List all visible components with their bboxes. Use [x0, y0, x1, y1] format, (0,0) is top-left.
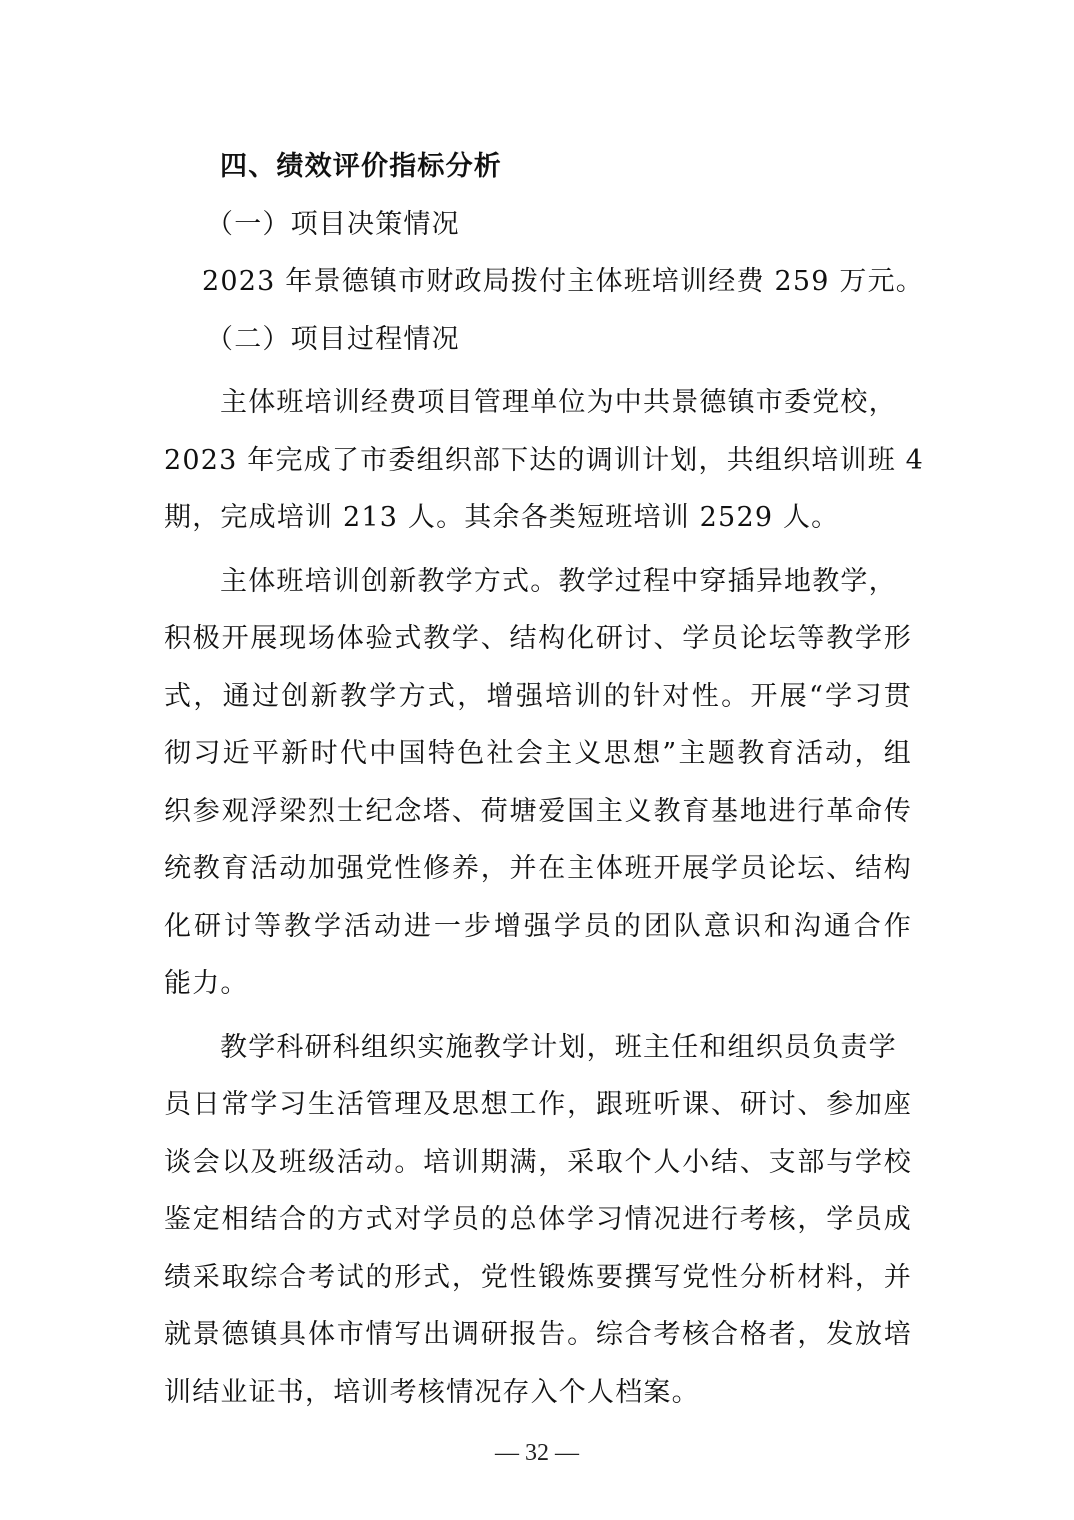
text-line: 鉴定相结合的方式对学员的总体学习情况进行考核，学员成	[164, 1204, 912, 1235]
text-line: 教学科研科组织实施教学计划，班主任和组织员负责学	[220, 1031, 897, 1063]
section-heading: 四、绩效评价指标分析	[220, 151, 502, 182]
text-line: 能力。	[164, 968, 249, 999]
text-line: 就景德镇具体市情写出调研报告。综合考核合格者，发放培	[164, 1319, 912, 1350]
paragraph-teaching-methods	[164, 553, 912, 1013]
paragraph-assessment	[164, 1019, 912, 1422]
paragraph-management	[164, 374, 925, 547]
text-line: 统教育活动加强党性修养，并在主体班开展学员论坛、结构	[164, 853, 912, 884]
text-line: 谈会以及班级活动。培训期满，采取个人小结、支部与学校	[164, 1146, 912, 1178]
text-line: 化研讨等教学活动进一步增强学员的团队意识和沟通合作	[164, 910, 912, 942]
document-body	[164, 138, 925, 1421]
text-line: 训结业证书，培训考核情况存入个人档案。	[164, 1376, 700, 1408]
text-line: 员日常学习生活管理及思想工作，跟班听课、研讨、参加座	[164, 1089, 912, 1120]
text-line: 绩采取综合考试的形式，党性锻炼要撰写党性分析材料，并	[164, 1261, 912, 1293]
text-line: 彻习近平新时代中国特色社会主义思想”主题教育活动，组	[164, 738, 912, 769]
paragraph-decision: 2023 年景德镇市财政局拨付主体班培训经费 259 万元。	[202, 266, 924, 297]
text-line: 2023 年完成了市委组织部下达的调训计划，共组织培训班 4	[164, 444, 925, 476]
page-number: — 32 —	[495, 1440, 579, 1466]
subsection-title-decision: （一）项目决策情况	[206, 208, 460, 240]
text-line: 积极开展现场体验式教学、结构化研讨、学员论坛等教学形	[164, 623, 912, 654]
text-line: 主体班培训经费项目管理单位为中共景德镇市委党校，	[220, 387, 897, 418]
text-line: 织参观浮梁烈士纪念塔、荷塘爱国主义教育基地进行革命传	[164, 795, 912, 827]
text-line: 期，完成培训 213 人。其余各类短班培训 2529 人。	[164, 502, 840, 533]
text-line: 式，通过创新教学方式，增强培训的针对性。开展“学习贯	[164, 680, 912, 712]
subsection-title-process: （二）项目过程情况	[206, 323, 460, 355]
text-line: 主体班培训创新教学方式。教学过程中穿插异地教学，	[220, 565, 897, 597]
